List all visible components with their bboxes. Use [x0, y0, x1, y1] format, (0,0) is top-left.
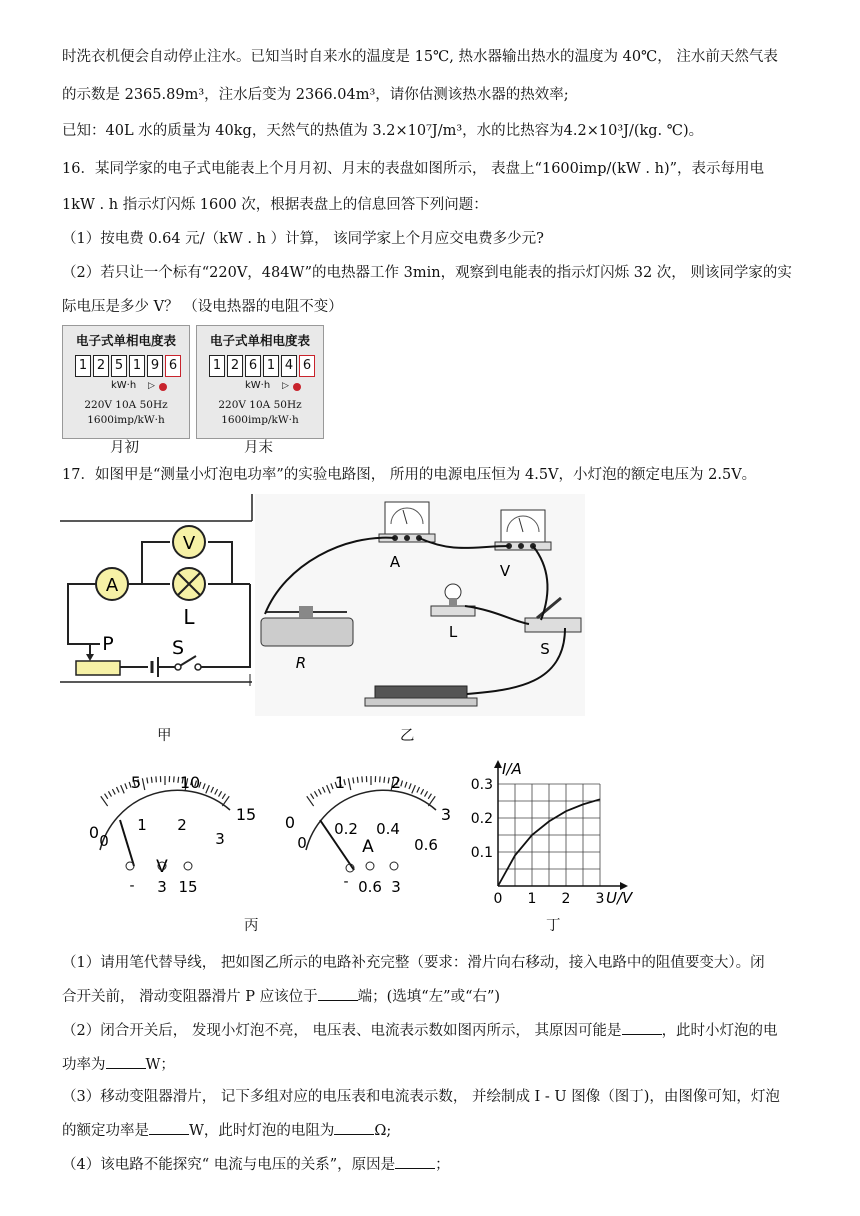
meter-digit: 1 [129, 355, 145, 377]
dial-tick [206, 785, 210, 793]
text-line: 1kW . h 指示灯闪烁 1600 次，根据表盘上的信息回答下列问题： [62, 197, 488, 213]
physical-circuit-yi [255, 494, 585, 716]
caption-jia: 甲 [157, 728, 172, 744]
text-line: 际电压是多少 V？ （设电热器的电阻不变） [62, 299, 343, 315]
caption-end-of-month: 月末 [244, 440, 273, 456]
v-bottom-tick: 0 [99, 832, 109, 850]
a-bottom-tick: 0.2 [334, 820, 358, 838]
dial-tick [142, 778, 144, 790]
dial-tick [178, 777, 179, 783]
meter-decimal-digit: 6 [299, 355, 315, 377]
y-tick-label: 0.3 [470, 777, 493, 793]
a-terminal: 3 [391, 878, 401, 896]
text-span: （4）该电路不能探究“ 电流与电压的关系”，原因是 [62, 1157, 396, 1173]
text-span: Ω; [374, 1123, 392, 1139]
slider-label: P [102, 633, 114, 655]
question-16-part2: （2）若只让一个标有“220V，484W”的电热器工作 3min，观察到电能表的指示灯闪烁 32 次， 则该同学家的实 [62, 265, 792, 281]
question-17-part3-cont [62, 1120, 391, 1142]
y-axis-label: I/A [502, 760, 522, 778]
meter-unit: kW·h [111, 380, 137, 391]
indicator-arrow-icon: ▷ [148, 381, 155, 391]
dial-tick [322, 787, 325, 792]
v-top-tick: 5 [130, 773, 142, 792]
y-tick-label: 0.2 [470, 811, 493, 827]
voltmeter-needle [120, 820, 134, 866]
v-symbol: V [156, 857, 168, 877]
question-17-part2 [62, 1020, 778, 1042]
dial-tick [421, 789, 424, 794]
dial-tick [215, 789, 218, 794]
circuit-diagram-jia [60, 494, 260, 686]
dial-tick [211, 787, 214, 792]
dial-tick [147, 777, 148, 783]
meter-digit: 9 [147, 355, 163, 377]
v-top-tick: 0 [88, 823, 100, 842]
meter-digit: 5 [111, 355, 127, 377]
meter-spec: 1600imp/kW·h [221, 414, 299, 426]
question-17-part1: （1）请用笔代替导线， 把如图乙所示的电路补充完整（要求：滑片向右移动，接入电路中的阻值要变大）。闭 [62, 955, 765, 971]
answer-blank[interactable] [395, 1154, 435, 1169]
switch-label: S [171, 637, 185, 659]
voltmeter-dial [70, 768, 260, 896]
answer-blank[interactable] [622, 1020, 662, 1035]
dial-tick [348, 778, 350, 790]
dial-tick [121, 785, 125, 793]
indicator-arrow-icon: ▷ [282, 381, 289, 391]
question-16-stem: 16．某同学家的电子式电能表上个月月初、月末的表盘如图所示， 表盘上“1600imp/(kW . h)”，表示每用电 [62, 161, 765, 177]
rheostat-device-label: R [295, 654, 307, 672]
text-span: 的额定功率是 [62, 1123, 149, 1139]
meter-digit: 2 [93, 355, 109, 377]
indicator-light-icon [159, 383, 167, 391]
a-terminal: - [343, 874, 349, 890]
a-bottom-tick: 0 [297, 834, 307, 852]
lamp-label: L [183, 605, 195, 629]
rheostat-device [261, 618, 353, 646]
dial-tick [108, 791, 111, 796]
v-bottom-tick: 2 [177, 816, 187, 834]
x-tick-label: 0 [493, 891, 503, 907]
meter-digits [75, 355, 183, 377]
question-16-part1: （1）按电费 0.64 元/（kW . h ）计算， 该同学家上个月应交电费多少元? [62, 231, 544, 247]
a-bottom-tick: 0.6 [414, 836, 438, 854]
y-axis-arrow [494, 760, 502, 768]
dial-tick [116, 787, 119, 792]
meter-digit: 1 [75, 355, 91, 377]
meter-spec: 220V 10A 50Hz [84, 399, 168, 411]
v-top-tick: 15 [235, 805, 257, 824]
meter-decimal-digit: 6 [165, 355, 181, 377]
text-span: ； [435, 1157, 450, 1173]
y-tick-label: 0.1 [470, 845, 493, 861]
meter-digit: 1 [263, 355, 279, 377]
dial-tick [409, 783, 411, 789]
text-span: 合开关前， 滑动变阻器滑片 P 应该位于 [62, 989, 318, 1005]
ammeter-dial [276, 768, 466, 896]
voltmeter-device-label: V [499, 562, 511, 580]
dial-tick [353, 777, 354, 783]
a-bottom-tick: 0.4 [376, 820, 400, 838]
text-line: 时洗衣机便会自动停止注水。已知当时自来水的温度是 15℃, 热水器输出热水的温度为 40℃， 注水前天然气表 [62, 49, 778, 65]
dial-tick [357, 777, 358, 783]
dial-tick [331, 783, 333, 789]
dial-tick [428, 794, 431, 799]
text-span: 功率为 [62, 1057, 106, 1073]
a-top-tick: 0 [284, 813, 296, 832]
answer-blank[interactable] [334, 1120, 374, 1135]
a-symbol: A [362, 837, 374, 857]
dial-tick [384, 777, 385, 783]
text-span: （2）闭合开关后， 发现小灯泡不亮， 电压表、电流表示数如图丙所示， 其原因可能是 [62, 1023, 622, 1039]
a-top-tick: 1 [334, 773, 346, 792]
answer-blank[interactable] [106, 1054, 146, 1069]
text-span: W，此时灯泡的电阻为 [189, 1123, 335, 1139]
v-bottom-tick: 1 [137, 816, 147, 834]
caption-ding: 丁 [546, 918, 561, 934]
meter-digits [209, 355, 317, 377]
caption-start-of-month: 月初 [110, 440, 139, 456]
answer-blank[interactable] [318, 986, 358, 1001]
dial-tick [327, 785, 331, 793]
dial-tick [311, 794, 314, 799]
a-top-tick: 2 [390, 773, 402, 792]
meter-title: 电子式单相电度表 [75, 333, 176, 348]
meter-digit: 6 [245, 355, 261, 377]
bulb-device-label: L [448, 623, 458, 641]
meter-spec: 1600imp/kW·h [87, 414, 165, 426]
text-span: ，此时小灯泡的电 [661, 1023, 778, 1039]
dial-tick [405, 782, 407, 788]
x-axis-label: U/V [606, 889, 633, 907]
text-span: W； [145, 1057, 175, 1073]
question-17-part2-cont [62, 1054, 175, 1076]
meter-digit: 1 [209, 355, 225, 377]
question-17-part4 [62, 1154, 450, 1176]
meter-title: 电子式单相电度表 [209, 333, 310, 348]
x-tick-label: 1 [527, 891, 537, 907]
meter-digit: 4 [281, 355, 297, 377]
dial-tick [151, 777, 152, 783]
iu-graph [466, 756, 656, 908]
meter-unit: kW·h [245, 380, 271, 391]
x-tick-label: 3 [595, 891, 605, 907]
energy-meter-end [196, 325, 324, 439]
v-top-tick: 10 [179, 773, 201, 792]
answer-blank[interactable] [149, 1120, 189, 1135]
dial-tick [412, 785, 416, 793]
v-terminal: 15 [178, 878, 198, 896]
dial-tick [125, 783, 127, 789]
dial-tick [425, 791, 428, 796]
v-bottom-tick: 3 [215, 830, 225, 848]
meter-digit: 2 [227, 355, 243, 377]
v-terminal: 3 [157, 878, 167, 896]
dial-tick [388, 777, 389, 783]
question-17-part3: （3）移动变阻器滑片， 记下多组对应的电压表和电流表示数， 并绘制成 I - U 图像（图丁)，由图像可知，灯泡 [62, 1089, 780, 1105]
dial-tick [112, 789, 115, 794]
x-tick-label: 2 [561, 891, 571, 907]
rheostat-symbol [76, 661, 120, 675]
dial-tick [219, 791, 222, 796]
ammeter-device-label: A [389, 553, 401, 571]
switch-device [525, 618, 581, 632]
energy-meter-start [62, 325, 190, 439]
dial-tick [222, 794, 225, 799]
dial-tick [314, 791, 317, 796]
voltmeter-label: V [182, 533, 196, 554]
dial-tick [203, 783, 205, 789]
text-line: 已知：40L 水的质量为 40kg，天然气的热值为 3.2×10⁷J/m³，水的比热容为4.2×10³J/(kg. ℃)。 [62, 123, 704, 139]
dial-tick [105, 794, 108, 799]
text-line: 的示数是 2365.89m³，注水后变为 2366.04m³，请你估测该热水器的热效率; [62, 87, 569, 103]
switch-device-label: S [540, 640, 550, 658]
a-top-tick: 3 [440, 805, 452, 824]
ammeter-label: A [105, 575, 119, 596]
question-17-part1-cont [62, 986, 500, 1008]
question-17-stem: 17．如图甲是“测量小灯泡电功率”的实验电路图， 所用的电源电压恒为 4.5V，小灯泡的额定电压为 2.5V。 [62, 467, 757, 483]
indicator-light-icon [293, 383, 301, 391]
a-terminal: 0.6 [358, 878, 382, 896]
caption-yi: 乙 [400, 728, 415, 744]
dial-tick [318, 789, 321, 794]
v-terminal: - [129, 878, 135, 894]
caption-bing: 丙 [244, 918, 259, 934]
text-span: 端；(选填“左”或“右”) [357, 989, 501, 1005]
dial-tick [417, 787, 420, 792]
meter-spec: 220V 10A 50Hz [218, 399, 302, 411]
